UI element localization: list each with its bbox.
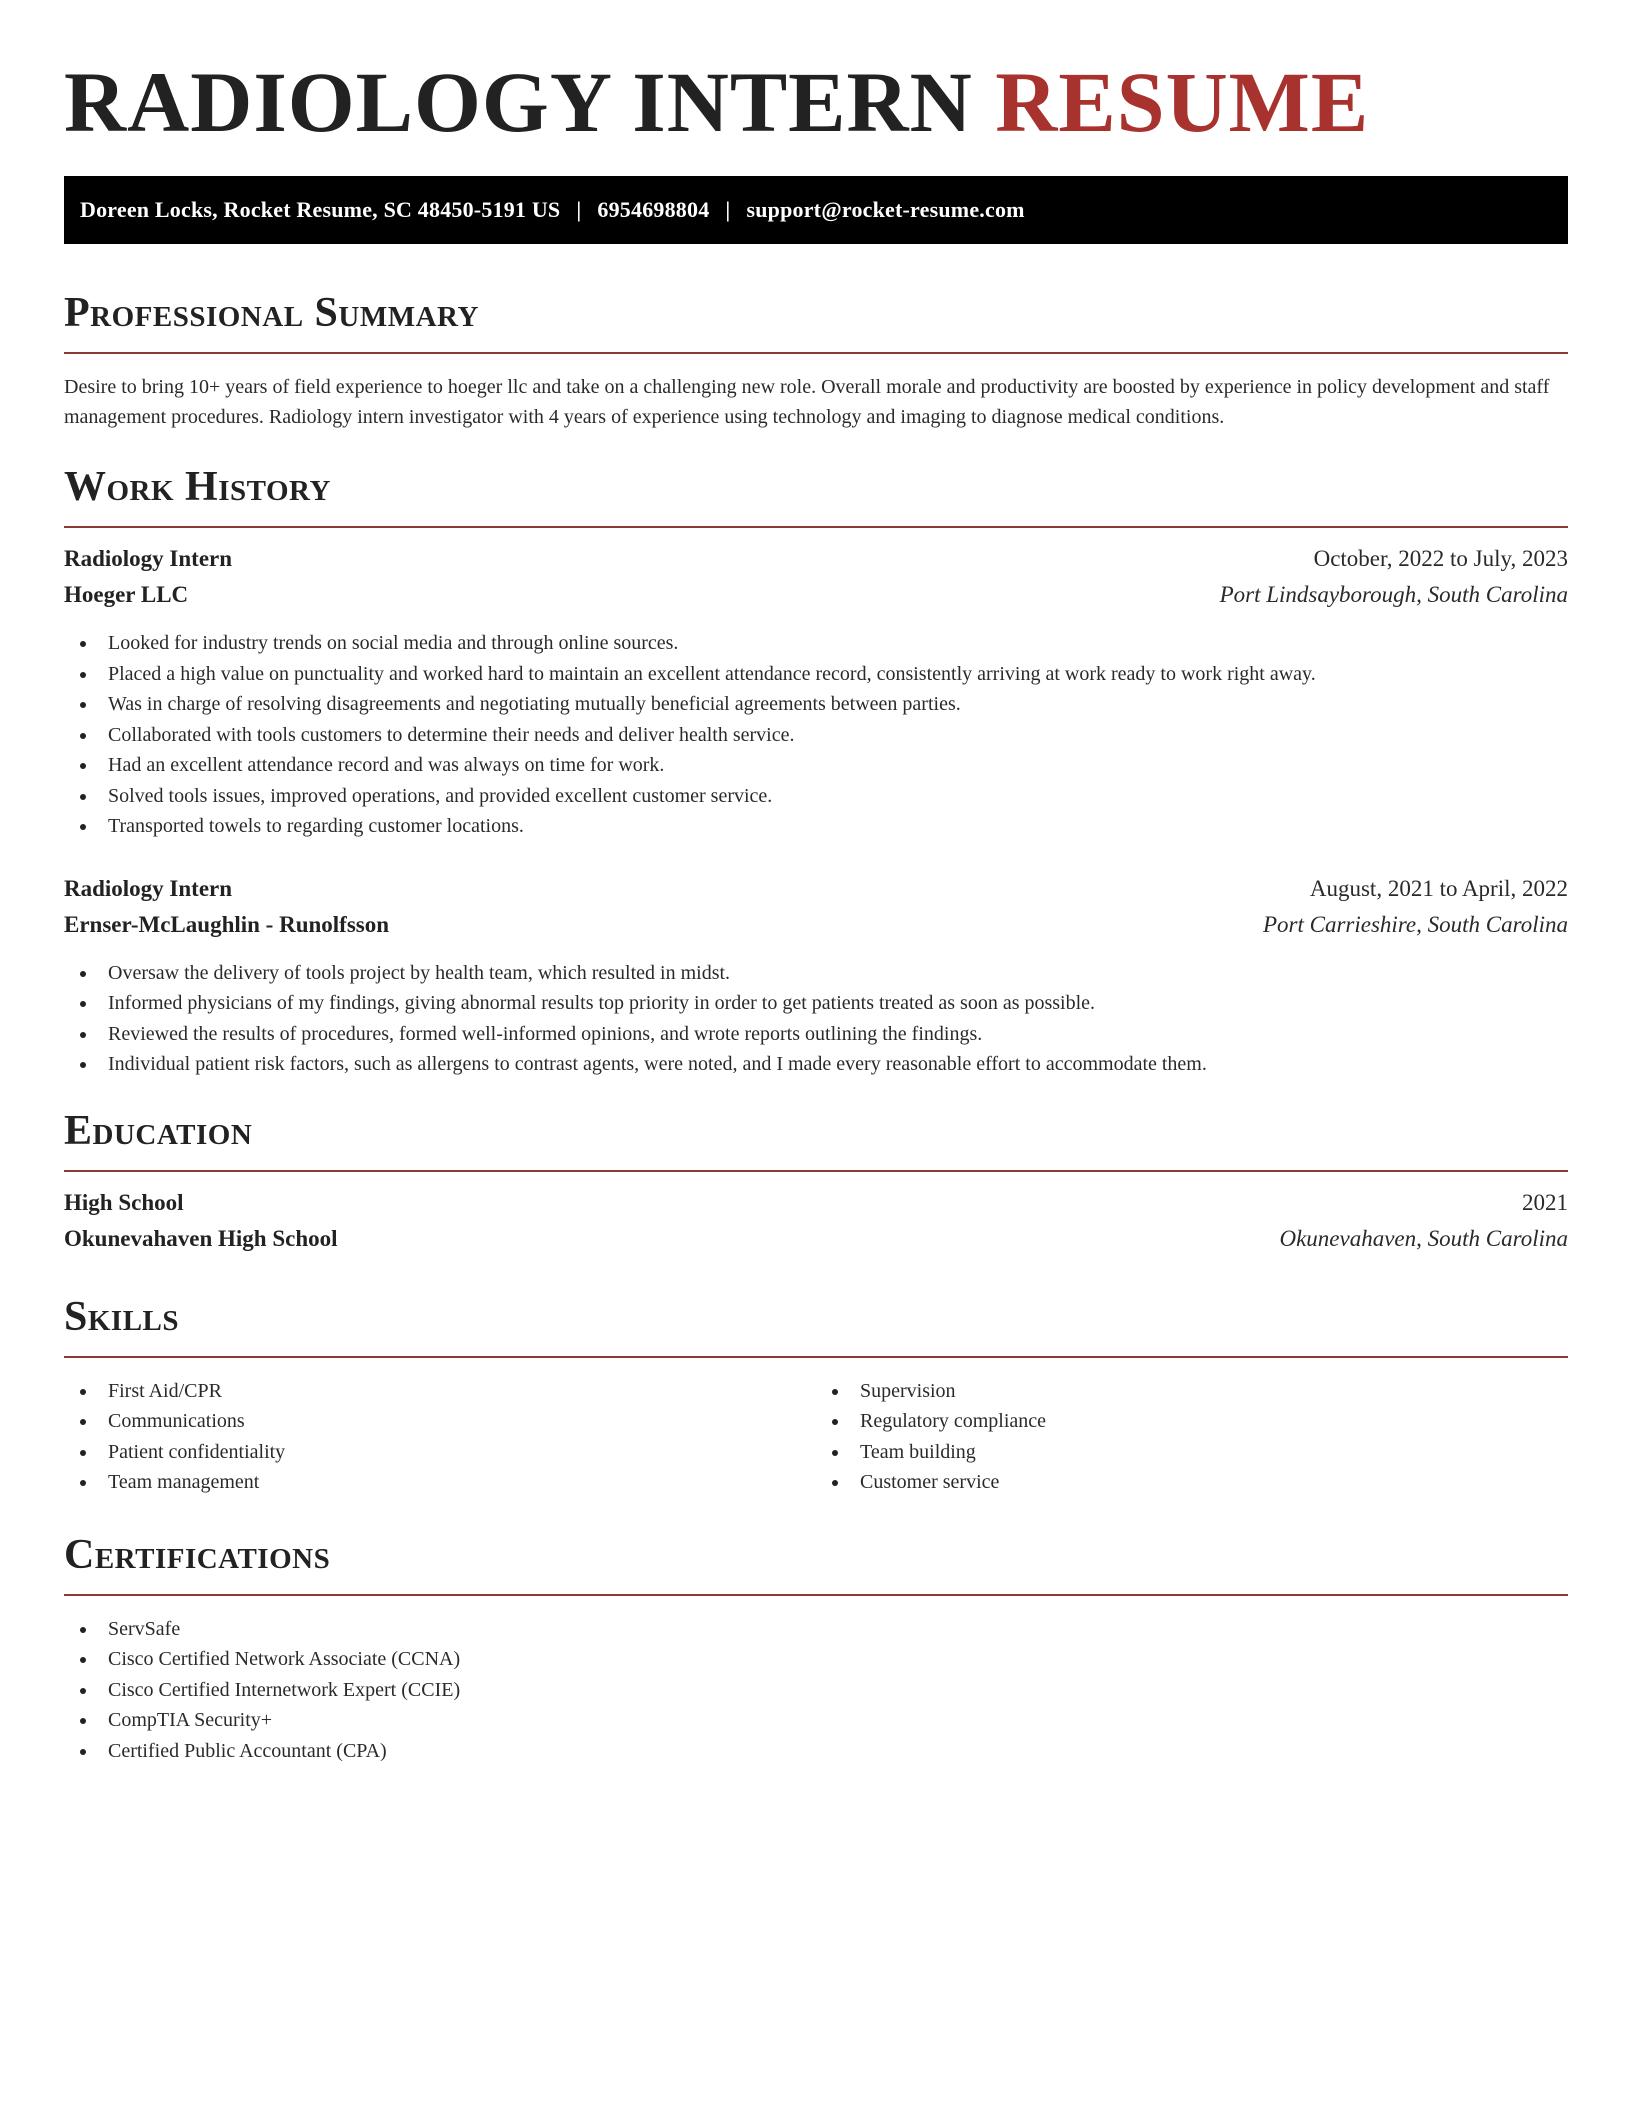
skills-heading: Skills <box>64 1293 180 1340</box>
job-header-row <box>64 876 1568 912</box>
title-accent: RESUME <box>995 54 1370 150</box>
certification-item: CompTIA Security+ <box>80 1705 1568 1736</box>
certification-item: Certified Public Accountant (CPA) <box>80 1736 1568 1767</box>
skills-list-left <box>64 1376 816 1498</box>
section-divider <box>64 1170 1568 1172</box>
work-history-heading: Work History <box>64 464 331 510</box>
skills-section <box>64 1292 1568 1498</box>
certification-item: Cisco Certified Network Associate (CCNA) <box>80 1644 1568 1675</box>
job-title: Radiology Intern <box>64 875 233 901</box>
contact-address: Doreen Locks, Rocket Resume, SC 48450-5191 US <box>80 197 561 222</box>
job-bullet: Oversaw the delivery of tools project by health team, which resulted in midst. <box>80 958 1568 989</box>
job-bullet: Was in charge of resolving disagreements and negotiating mutually beneficial agreements between parties. <box>80 689 1568 720</box>
certifications-heading: Certifications <box>64 1531 331 1578</box>
skills-grid <box>64 1376 1568 1498</box>
contact-bar <box>64 176 1568 244</box>
skill-item: First Aid/CPR <box>80 1376 816 1407</box>
education-section <box>64 1106 1568 1262</box>
job-company-row <box>64 912 1568 948</box>
job-bullet: Looked for industry trends on social media and through online sources. <box>80 628 1568 659</box>
summary-text: Desire to bring 10+ years of field experience to hoeger llc and take on a challenging new role. Overall morale and productivity are boosted by experience in policy development and staff management procedures. Radiology intern investigator with 4 years of experience using technology and imaging to diagnose medical conditions. <box>64 376 1550 428</box>
title-main: RADIOLOGY INTERN <box>64 54 973 150</box>
education-school: Okunevahaven High School <box>64 1225 338 1251</box>
job-location: Port Carrieshire, South Carolina <box>1263 911 1568 937</box>
education-heading: Education <box>64 1107 253 1154</box>
section-divider <box>64 526 1568 528</box>
job-dates: October, 2022 to July, 2023 <box>1313 546 1568 571</box>
job-bullet: Collaborated with tools customers to determine their needs and deliver health service. <box>80 720 1568 751</box>
job-bullet: Transported towels to regarding customer locations. <box>80 811 1568 842</box>
contact-phone: 6954698804 <box>597 197 710 222</box>
job-bullet: Reviewed the results of procedures, formed well-informed opinions, and wrote reports outlining the findings. <box>80 1019 1568 1050</box>
education-location: Okunevahaven, South Carolina <box>1279 1225 1568 1251</box>
contact-separator: | <box>576 197 582 222</box>
job-bullet-list <box>64 958 1568 1080</box>
job-bullet: Placed a high value on punctuality and worked hard to maintain an excellent attendance record, consistently arriving at work ready to work right away. <box>80 659 1568 690</box>
job-company-row <box>64 582 1568 618</box>
job-title: Radiology Intern <box>64 546 233 571</box>
job-bullet: Informed physicians of my findings, giving abnormal results top priority in order to get patients treated as soon as possible. <box>80 988 1568 1019</box>
work-history-section <box>64 462 1568 1080</box>
section-divider <box>64 1356 1568 1358</box>
job-company: Hoeger LLC <box>64 582 189 607</box>
resume-title <box>64 52 1568 152</box>
job-bullet-list <box>64 628 1568 842</box>
job-entry <box>64 546 1568 842</box>
job-location: Port Lindsayborough, South Carolina <box>1219 582 1568 607</box>
job-entry <box>64 876 1568 1080</box>
education-year: 2021 <box>1522 1189 1568 1215</box>
certification-item: ServSafe <box>80 1614 1568 1645</box>
summary-heading: Professional Summary <box>64 290 479 336</box>
skill-item: Team management <box>80 1467 816 1498</box>
contact-separator: | <box>725 197 731 222</box>
skill-item: Regulatory compliance <box>832 1406 1568 1437</box>
skills-list-right <box>816 1376 1568 1498</box>
job-bullet: Had an excellent attendance record and was always on time for work. <box>80 750 1568 781</box>
certifications-list <box>64 1614 1568 1767</box>
section-divider <box>64 352 1568 354</box>
summary-section <box>64 288 1568 432</box>
education-degree: High School <box>64 1189 184 1215</box>
skill-item: Patient confidentiality <box>80 1437 816 1468</box>
job-bullet: Individual patient risk factors, such as allergens to contrast agents, were noted, and I made every reasonable effort to accommodate them. <box>80 1049 1568 1080</box>
skill-item: Team building <box>832 1437 1568 1468</box>
education-school-row <box>64 1226 1568 1262</box>
contact-email: support@rocket-resume.com <box>746 197 1025 222</box>
job-header-row <box>64 546 1568 582</box>
certifications-section <box>64 1530 1568 1767</box>
education-entry <box>64 1190 1568 1262</box>
job-company: Ernser-McLaughlin - Runolfsson <box>64 911 390 937</box>
job-bullet: Solved tools issues, improved operations, and provided excellent customer service. <box>80 781 1568 812</box>
skill-item: Customer service <box>832 1467 1568 1498</box>
skill-item: Supervision <box>832 1376 1568 1407</box>
job-dates: August, 2021 to April, 2022 <box>1309 875 1568 901</box>
certification-item: Cisco Certified Internetwork Expert (CCIE) <box>80 1675 1568 1706</box>
skill-item: Communications <box>80 1406 816 1437</box>
section-divider <box>64 1594 1568 1596</box>
education-header-row <box>64 1190 1568 1226</box>
